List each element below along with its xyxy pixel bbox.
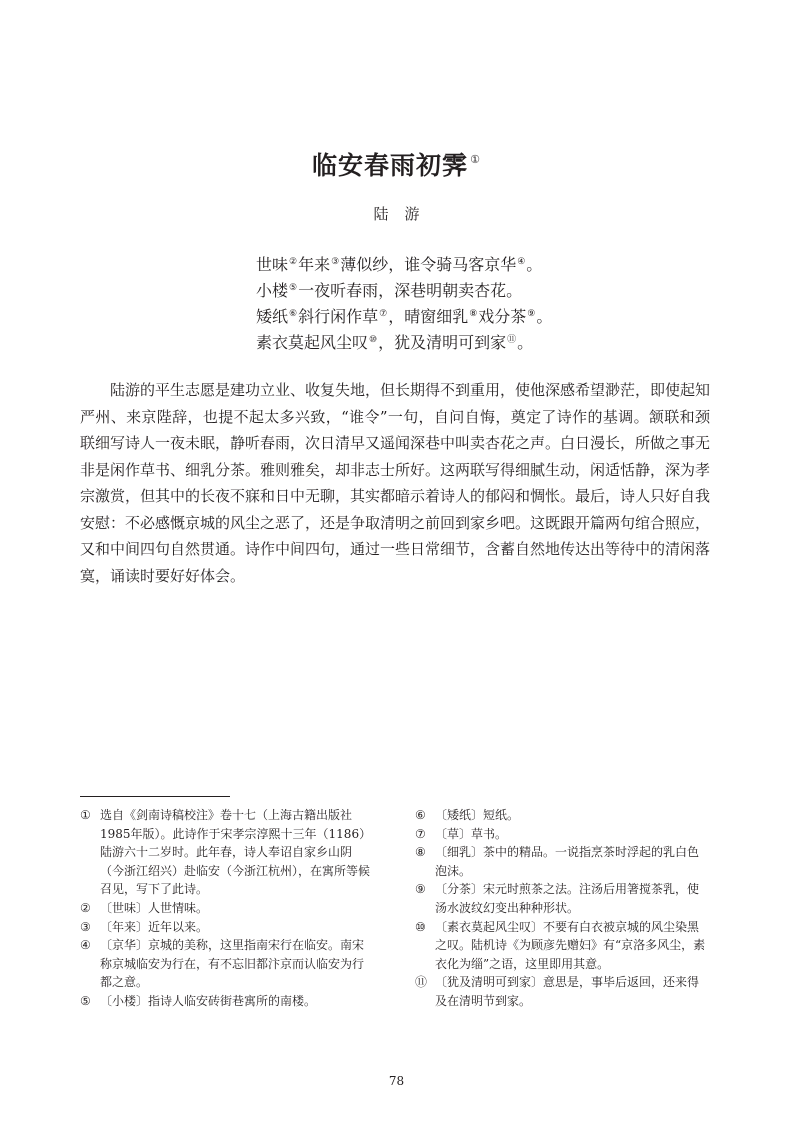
footnote-mark[interactable]: ④ bbox=[517, 257, 526, 267]
footnote-number: ③ bbox=[80, 919, 91, 934]
author bbox=[0, 204, 793, 224]
page-title bbox=[0, 146, 793, 186]
footnote-mark[interactable]: ⑩ bbox=[369, 335, 378, 345]
page-number: 78 bbox=[388, 1074, 405, 1088]
footnote bbox=[80, 899, 370, 918]
footnote bbox=[415, 806, 710, 825]
footnote-number: ① bbox=[80, 808, 91, 822]
footnote-number: ② bbox=[80, 900, 91, 915]
footnote-text: 〔犹及清明可到家〕意思是，事毕后返回，还来得及在清明节到家。 bbox=[435, 975, 700, 1008]
footnote-number: ⑤ bbox=[80, 993, 91, 1008]
poem-text: 小楼 bbox=[256, 281, 289, 300]
footnote-number: ⑧ bbox=[415, 845, 426, 860]
footnote-text: 〔京华〕京城的美称，这里指南宋行在临安。南宋称京城临安为行在，有不忘旧都汴京而认临安为行都之意。 bbox=[100, 938, 365, 990]
footnote-number: ④ bbox=[80, 938, 91, 953]
poem-line bbox=[256, 304, 576, 330]
footnote-number: ⑨ bbox=[415, 882, 426, 897]
title-text: 临安春雨初霁 bbox=[312, 151, 469, 180]
footnotes-left-column bbox=[80, 806, 370, 1011]
poem-text: ，犹及清明可到家 bbox=[378, 333, 507, 352]
poem-line bbox=[256, 330, 576, 356]
poem-text: 薄似纱，谁令骑马客京华 bbox=[340, 255, 517, 274]
title-footnote-mark[interactable]: ① bbox=[470, 153, 481, 166]
poem-text: 。 bbox=[517, 333, 534, 352]
footnote bbox=[80, 918, 370, 937]
footnote-mark[interactable]: ⑪ bbox=[507, 335, 517, 345]
author-surname: 陆 bbox=[373, 205, 389, 223]
poem-text: 年来 bbox=[298, 255, 331, 274]
footnote-mark[interactable]: ⑤ bbox=[289, 283, 298, 293]
poem-line bbox=[256, 278, 576, 304]
footnote bbox=[415, 918, 710, 974]
commentary-paragraph: 陆游的平生志愿是建功立业、收复失地，但长期得不到重用，使他深感希望渺茫，即使起知严州、来京陛辞，也提不起太多兴致，“谁令”一句，自问自悔，奠定了诗作的基调。颔联和颈联细写诗人一夜未眠，静听春雨，次日清早又遥闻深巷中叫卖杏花之声。白日漫长，所做之事无非是闲作草书、细乳分茶。雅则雅矣，却非志士所好。这两联写得细腻生动，闲适恬静，深为孝宗激赏，但其中的长夜不寐和日中无聊，其实都暗示着诗人的郁闷和惆怅。最后，诗人只好自我安慰：不必感慨京城的风尘之恶了，还是争取清明之前回到家乡吧。这既跟开篇两句绾合照应，又和中间四句自然贯通。诗作中间四句，通过一些日常细节，含蓄自然地传达出等待中的清闲落寞，诵读时要好好体会。 bbox=[80, 381, 711, 585]
footnote bbox=[80, 936, 370, 992]
poem-text: 一夜听春雨，深巷明朝卖杏花。 bbox=[298, 281, 523, 300]
footnote-text: 〔草〕草书。 bbox=[435, 826, 508, 841]
footnote-number: ⑥ bbox=[415, 808, 426, 822]
poem-text: 。 bbox=[526, 255, 543, 274]
footnote-mark[interactable]: ⑨ bbox=[527, 309, 536, 319]
poem-text: 斜行闲作草 bbox=[298, 307, 379, 326]
footnote-number: ⑦ bbox=[415, 826, 426, 841]
author-given-name: 游 bbox=[404, 205, 420, 223]
poem-text: ，晴窗细乳 bbox=[388, 307, 469, 326]
footnote-text: 〔世味〕人世情味。 bbox=[100, 900, 209, 915]
poem-text: 世味 bbox=[256, 255, 289, 274]
poem-text: 矮纸 bbox=[256, 307, 289, 326]
footnote bbox=[415, 880, 710, 917]
footnote-mark[interactable]: ⑦ bbox=[379, 309, 388, 319]
footnote bbox=[415, 825, 710, 844]
poem-text: 戏分茶 bbox=[478, 307, 527, 326]
footnote-text: 〔细乳〕茶中的精品。一说指烹茶时浮起的乳白色泡沫。 bbox=[435, 845, 700, 878]
footnote bbox=[80, 992, 370, 1011]
footnote-number: ⑪ bbox=[415, 975, 428, 990]
footnote-mark[interactable]: ② bbox=[289, 257, 298, 267]
footnote bbox=[415, 973, 710, 1010]
footnote-text: 〔小楼〕指诗人临安砖街巷寓所的南楼。 bbox=[100, 993, 317, 1008]
footnote-mark[interactable]: ③ bbox=[331, 257, 340, 267]
footnote-text: 选自《剑南诗稿校注》卷十七（上海古籍出版社1985年版）。此诗作于宋孝宗淳熙十三年（1186）陆游六十二岁时。此年春，诗人奉诏自家乡山阴（今浙江绍兴）赴临安（今浙江杭州），在寓所等候召见，写下了此诗。 bbox=[100, 808, 371, 897]
footnote-mark[interactable]: ⑥ bbox=[289, 309, 298, 319]
footnote-number: ⑩ bbox=[415, 919, 426, 934]
footnote-text: 〔矮纸〕短纸。 bbox=[435, 808, 520, 822]
footnote-divider bbox=[80, 796, 230, 797]
poem-text: 素衣莫起风尘叹 bbox=[256, 333, 369, 352]
poem-text: 。 bbox=[536, 307, 553, 326]
footnote-mark[interactable]: ⑧ bbox=[469, 309, 478, 319]
footnotes-right-column bbox=[415, 806, 710, 1011]
footnote-text: 〔素衣莫起风尘叹〕不要有白衣被京城的风尘染黑之叹。陆机诗《为顾彦先赠妇》有“京洛多风尘，素衣化为缁”之语，这里即用其意。 bbox=[435, 919, 706, 971]
poem-line bbox=[256, 252, 576, 278]
footnote bbox=[415, 843, 710, 880]
footnote-text: 〔年来〕近年以来。 bbox=[100, 919, 209, 934]
poem bbox=[256, 252, 576, 356]
footnote-text: 〔分茶〕宋元时煎茶之法。注汤后用箸搅茶乳，使汤水波纹幻变出种种形状。 bbox=[435, 882, 700, 915]
footnote bbox=[80, 806, 370, 899]
